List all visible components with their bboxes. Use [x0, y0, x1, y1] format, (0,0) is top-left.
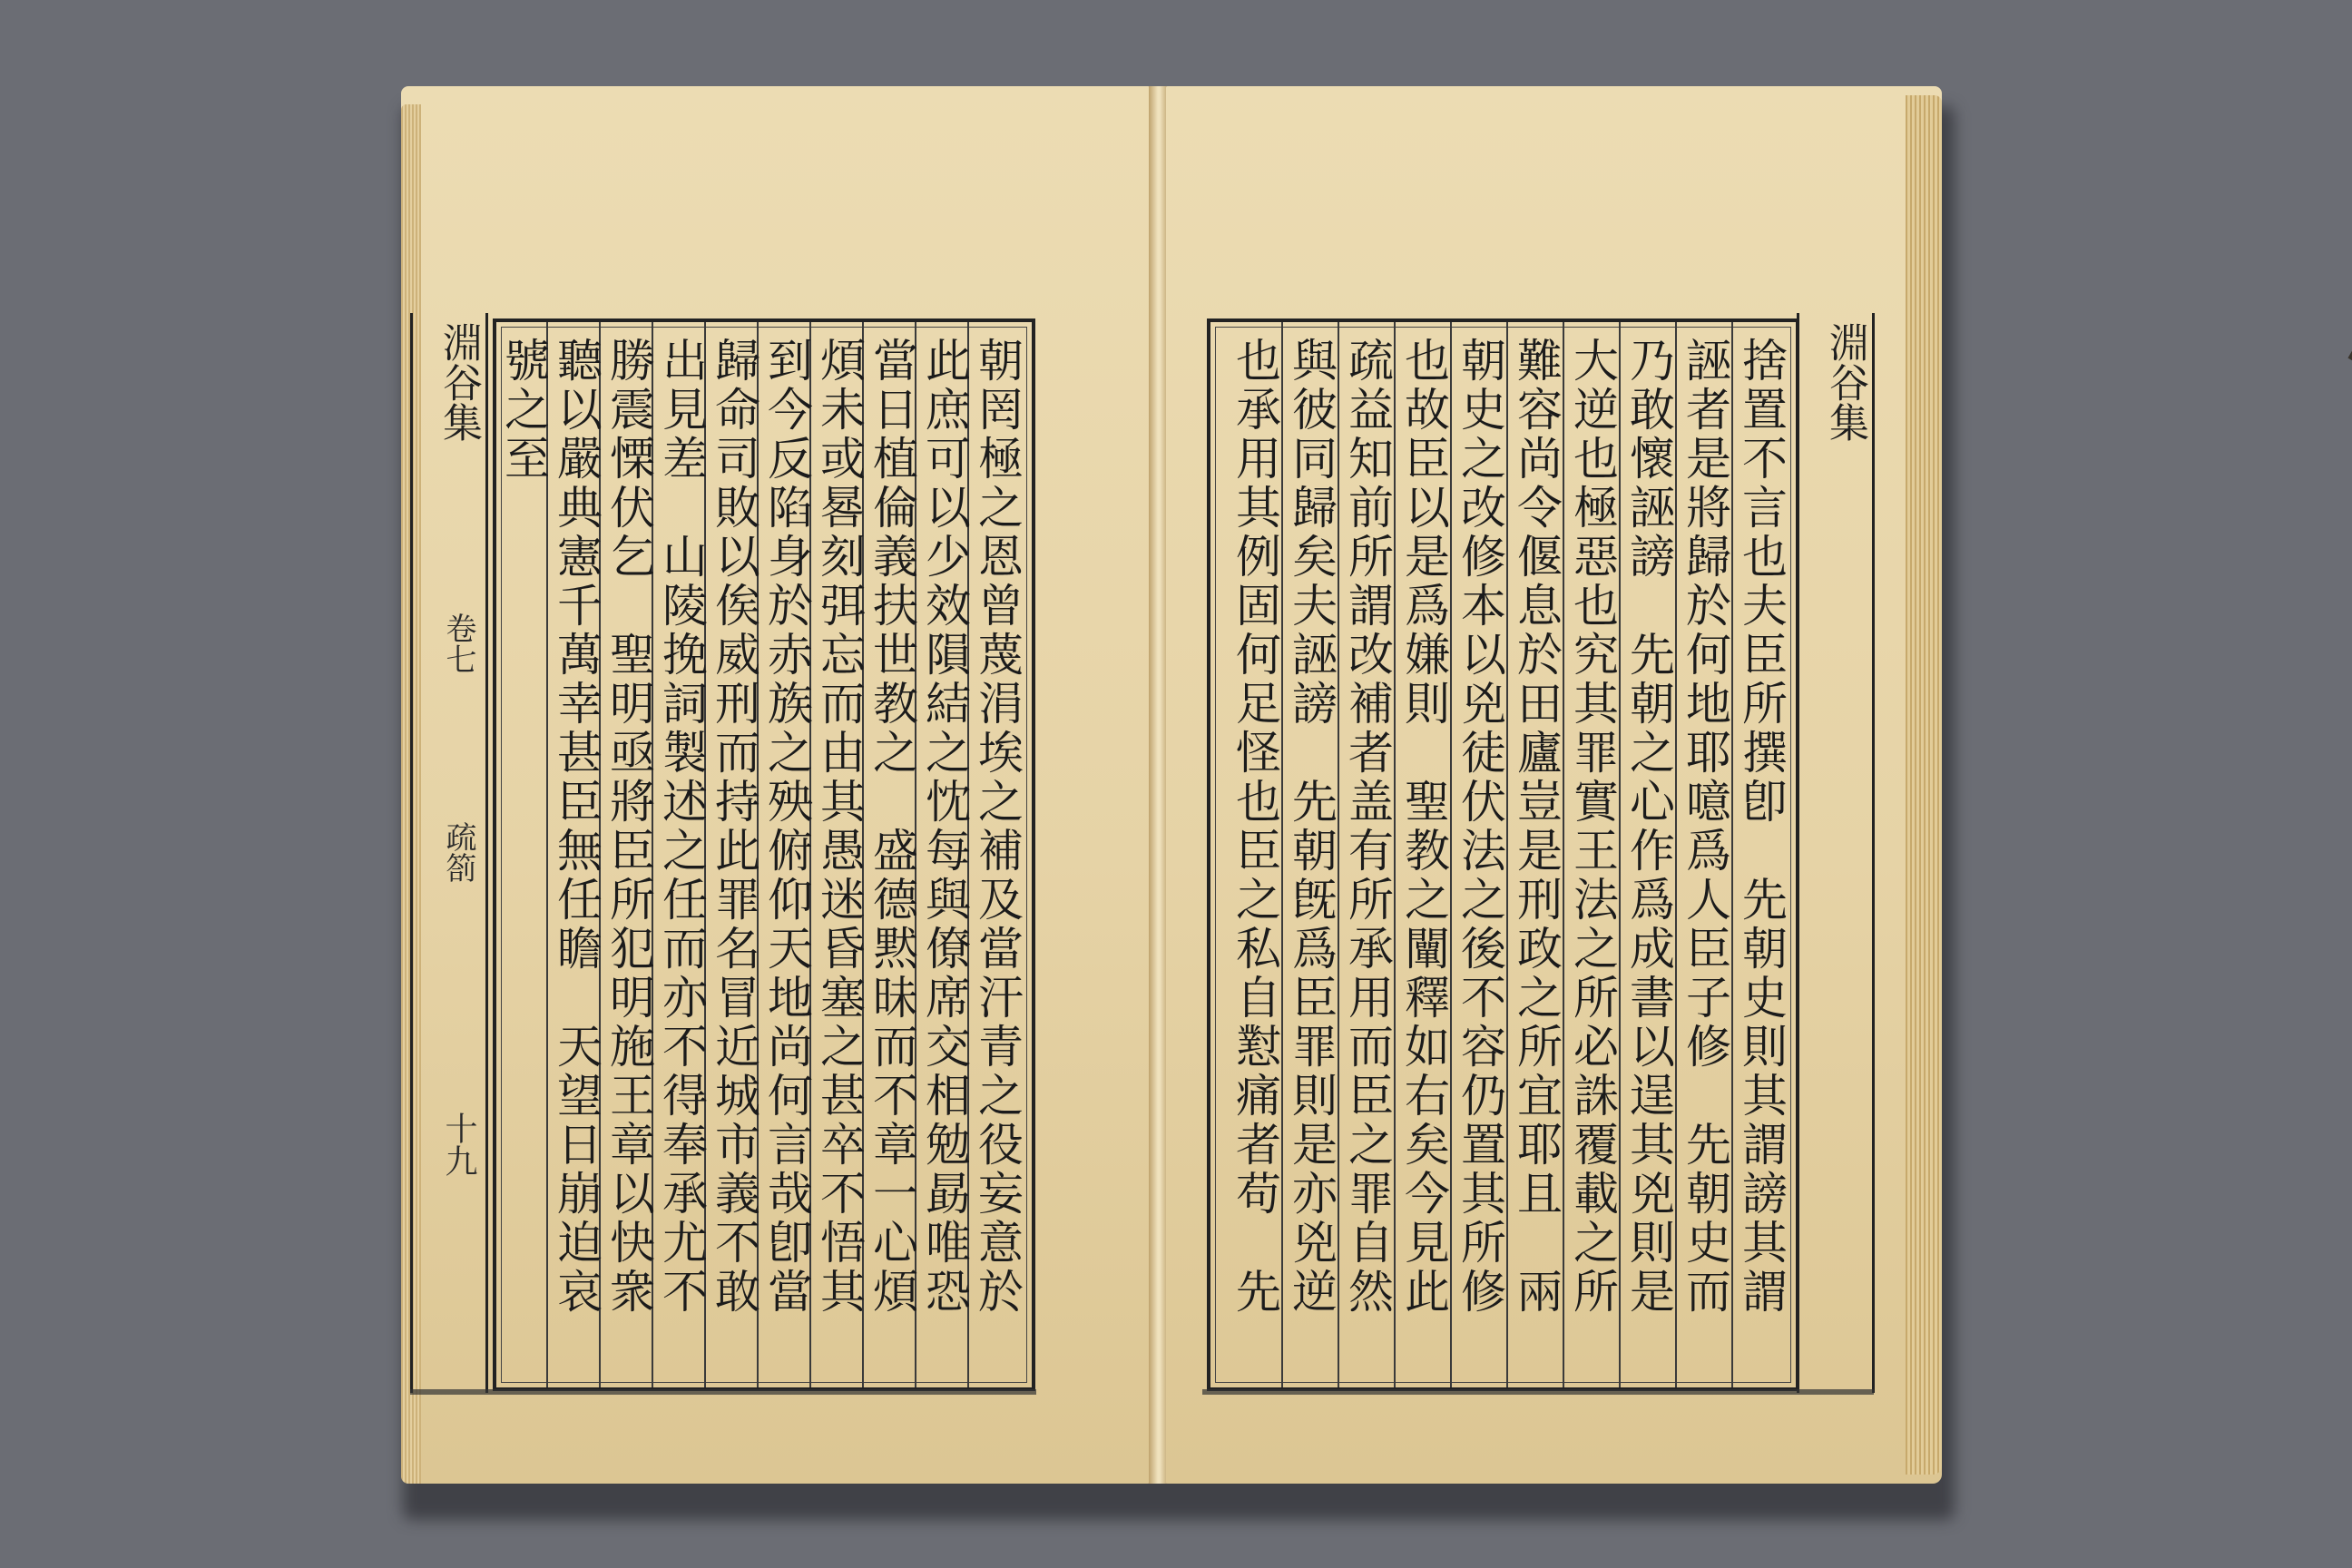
left-col-3: 當日植倫義扶世教之 盛德黙昧而不章一心煩	[866, 337, 918, 1317]
section-label: 疏箚	[440, 821, 476, 883]
left-col-1: 朝罔極之恩曾蔑涓埃之補及當汗青之役妄意於	[971, 337, 1024, 1317]
right-col-5: 難容尚令偃息於田廬豈是刑政之所宜耶且 兩	[1510, 337, 1563, 1317]
right-col-3: 乃敢懷誣謗 先朝之心作爲成書以逞其兇則是	[1622, 337, 1675, 1317]
left-text-frame	[493, 318, 1035, 1391]
left-col-7: 出見差 山陵挽詞製述之任而亦不得奉承尤不	[655, 337, 708, 1317]
right-col-4: 大逆也極惡也究其罪實王法之所必誅覆載之所	[1566, 337, 1619, 1317]
left-col-4: 煩未或晷刻弭忘而由其愚迷昏塞之甚卒不悟其	[813, 337, 866, 1317]
left-col-2: 此庶可以少效隕結之忱每與僚席交相勉勗唯恐	[918, 337, 971, 1317]
left-col-10: 號之至	[497, 337, 550, 484]
right-heart-title: 淵谷集	[1822, 322, 1868, 442]
left-heart-title: 淵谷集	[436, 322, 482, 442]
right-col-8: 疏益知前所謂改補者盖有所承用而臣之罪自然	[1341, 337, 1394, 1317]
right-page	[1166, 86, 1942, 1484]
right-col-1: 捨置不言也夫臣所撰卽 先朝史則其謂謗其謂	[1735, 337, 1788, 1317]
right-col-7: 也故臣以是爲嫌則 聖教之闡釋如右矣今見此	[1397, 337, 1450, 1317]
left-page	[401, 86, 1150, 1484]
left-col-5: 到今反陷身於赤族之殃俯仰天地尚何言哉卽當	[760, 337, 813, 1317]
right-col-9: 與彼同歸矣夫誣謗 先朝旣爲臣罪則是亦兇逆	[1285, 337, 1338, 1317]
left-col-6: 歸命司敗以俟威刑而持此罪名冒近城市義不敢	[708, 337, 760, 1317]
right-page-center-column	[1797, 313, 1875, 1393]
right-bottom-rule	[1202, 1389, 1874, 1395]
left-col-9: 聽以嚴典憲千萬幸甚臣無任瞻 天望日崩迫哀	[550, 337, 603, 1317]
right-col-6: 朝史之改修本以兇徒伏法之後不容仍置其所修	[1454, 337, 1506, 1317]
volume-label: 卷七	[440, 612, 476, 674]
left-page-center-column	[410, 313, 488, 1393]
right-text-frame	[1207, 318, 1799, 1391]
left-col-8: 勝震慄伏乞 聖明亟將臣所犯明施王章以快衆	[603, 337, 655, 1317]
ink-speck	[2347, 347, 2352, 364]
right-page-edges	[1906, 95, 1942, 1475]
open-book	[390, 86, 1951, 1511]
right-col-10: 也承用其例固何足怪也臣之私自懟痛者苟 先	[1229, 337, 1281, 1317]
page-number: 十九	[440, 1112, 477, 1177]
left-bottom-rule	[410, 1389, 1036, 1395]
right-col-2: 誣者是將歸於何地耶噫爲人臣子修 先朝史而	[1679, 337, 1731, 1317]
